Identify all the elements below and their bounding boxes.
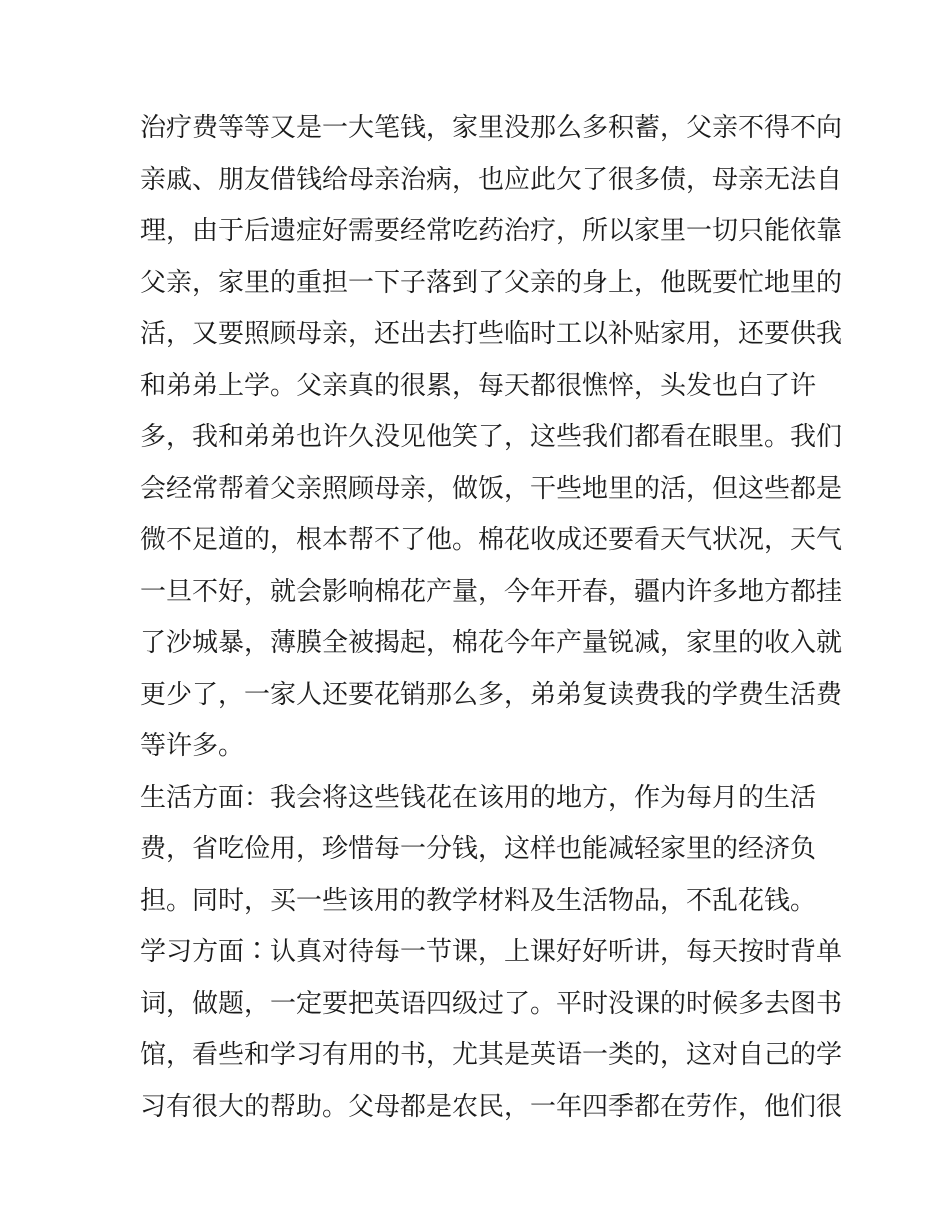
text-line: 学习方面∶认真对待每一节课，上课好好听讲，每天按时背单 bbox=[140, 937, 843, 967]
text-line: 等许多。 bbox=[140, 731, 245, 761]
text-line: 馆，看些和学习有用的书，尤其是英语一类的，这对自己的学 bbox=[140, 1040, 843, 1070]
text-line: 微不足道的，根本帮不了他。棉花收成还要看天气状况，天气 bbox=[140, 525, 843, 555]
text-line: 一旦不好，就会影响棉花产量，今年开春，疆内许多地方都挂 bbox=[140, 576, 843, 607]
text-line: 会经常帮着父亲照顾母亲，做饭，干些地里的活，但这些都是 bbox=[140, 473, 843, 504]
text-line: 和弟弟上学。父亲真的很累，每天都很憔悴，头发也白了许 bbox=[140, 370, 817, 401]
text-line: 理，由于后遗症好需要经常吃药治疗，所以家里一切只能依靠 bbox=[140, 216, 843, 246]
text-line: 多，我和弟弟也许久没见他笑了，这些我们都看在眼里。我们 bbox=[140, 422, 843, 452]
text-line: 担。同时，买一些该用的教学材料及生活物品，不乱花钱。 bbox=[140, 885, 817, 916]
body-text bbox=[140, 103, 843, 1133]
text-line: 亲戚、朋友借钱给母亲治病，也应此欠了很多债，母亲无法自 bbox=[140, 164, 843, 195]
text-line: 了沙城暴，薄膜全被揭起，棉花今年产量锐减，家里的收入就 bbox=[140, 628, 843, 658]
text-line: 更少了，一家人还要花销那么多，弟弟复读费我的学费生活费 bbox=[140, 679, 843, 710]
text-line: 费，省吃俭用，珍惜每一分钱，这样也能减轻家里的经济负 bbox=[140, 834, 817, 864]
text-line: 生活方面：我会将这些钱花在该用的地方，作为每月的生活 bbox=[140, 782, 817, 813]
text-line: 治疗费等等又是一大笔钱，家里没那么多积蓄，父亲不得不向 bbox=[140, 113, 843, 143]
text-line: 习有很大的帮助。父母都是农民，一年四季都在劳作，他们很 bbox=[140, 1091, 843, 1122]
text-line: 词，做题，一定要把英语四级过了。平时没课的时候多去图书 bbox=[140, 988, 843, 1019]
text-line: 父亲，家里的重担一下子落到了父亲的身上，他既要忙地里的 bbox=[140, 267, 843, 298]
text-line: 活，又要照顾母亲，还出去打些临时工以补贴家用，还要供我 bbox=[140, 319, 843, 349]
